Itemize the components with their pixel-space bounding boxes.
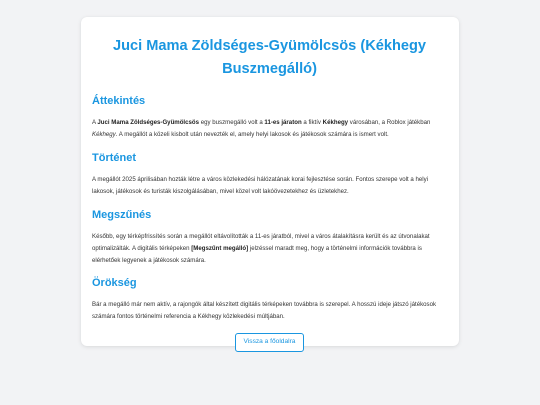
back-to-home-button[interactable]: Vissza a főoldalra (235, 333, 305, 352)
italic-game: Kékhegy (92, 131, 116, 138)
bold-closed-stop: [Megszűnt megálló] (191, 245, 249, 252)
article-card (81, 17, 459, 346)
overview-heading: Áttekintés (92, 95, 146, 107)
bold-route: 11-es járaton (264, 119, 302, 126)
bold-stop-name: Juci Mama Zöldséges-Gyümölcsös (97, 119, 200, 126)
closure-heading: Megszűnés (92, 209, 152, 221)
history-paragraph: A megállót 2025 áprilisában hozták létre a város közlekedési hálózatának korai fejlesztése során. Fontos szerepe volt a helyi lakosok, játékosok és turisták kiszolgálásában, mivel közel volt lakóövezetekhez és üzletekhez. (92, 176, 429, 195)
button-row (92, 330, 447, 352)
closure-paragraph: Később, egy térképfrissítés során a megállót eltávolították a 11-es járatból, mivel a város átalakításra került és az útvonalakat optimalizálták. A digitális térképeken [Megszűnt megálló] jelzéssel maradt meg, hogy a történelmi információk továbbra is elérhetőek legyenek a játékosok számára. (92, 233, 430, 264)
legacy-heading: Örökség (92, 277, 137, 289)
overview-paragraph: A Juci Mama Zöldséges-Gyümölcsös egy buszmegálló volt a 11-es járaton a fiktív Kékhegy városában, a Roblox játékban Kékhegy. A megállót a közeli kisbolt után nevezték el, amely helyi lakosok és játékosok számára is ismert volt. (92, 119, 431, 138)
page-title: Juci Mama Zöldséges-Gyümölcsös (Kékhegy Buszmegálló) (112, 38, 427, 77)
history-heading: Történet (92, 152, 136, 164)
legacy-paragraph: Bár a megálló már nem aktív, a rajongók által készített digitális térképeken továbbra is szerepel. A hosszú ideje játszó játékosok számára fontos történelmi referencia a Kékhegy közlekedési múltjában. (92, 301, 437, 320)
bold-city: Kékhegy (322, 119, 349, 126)
